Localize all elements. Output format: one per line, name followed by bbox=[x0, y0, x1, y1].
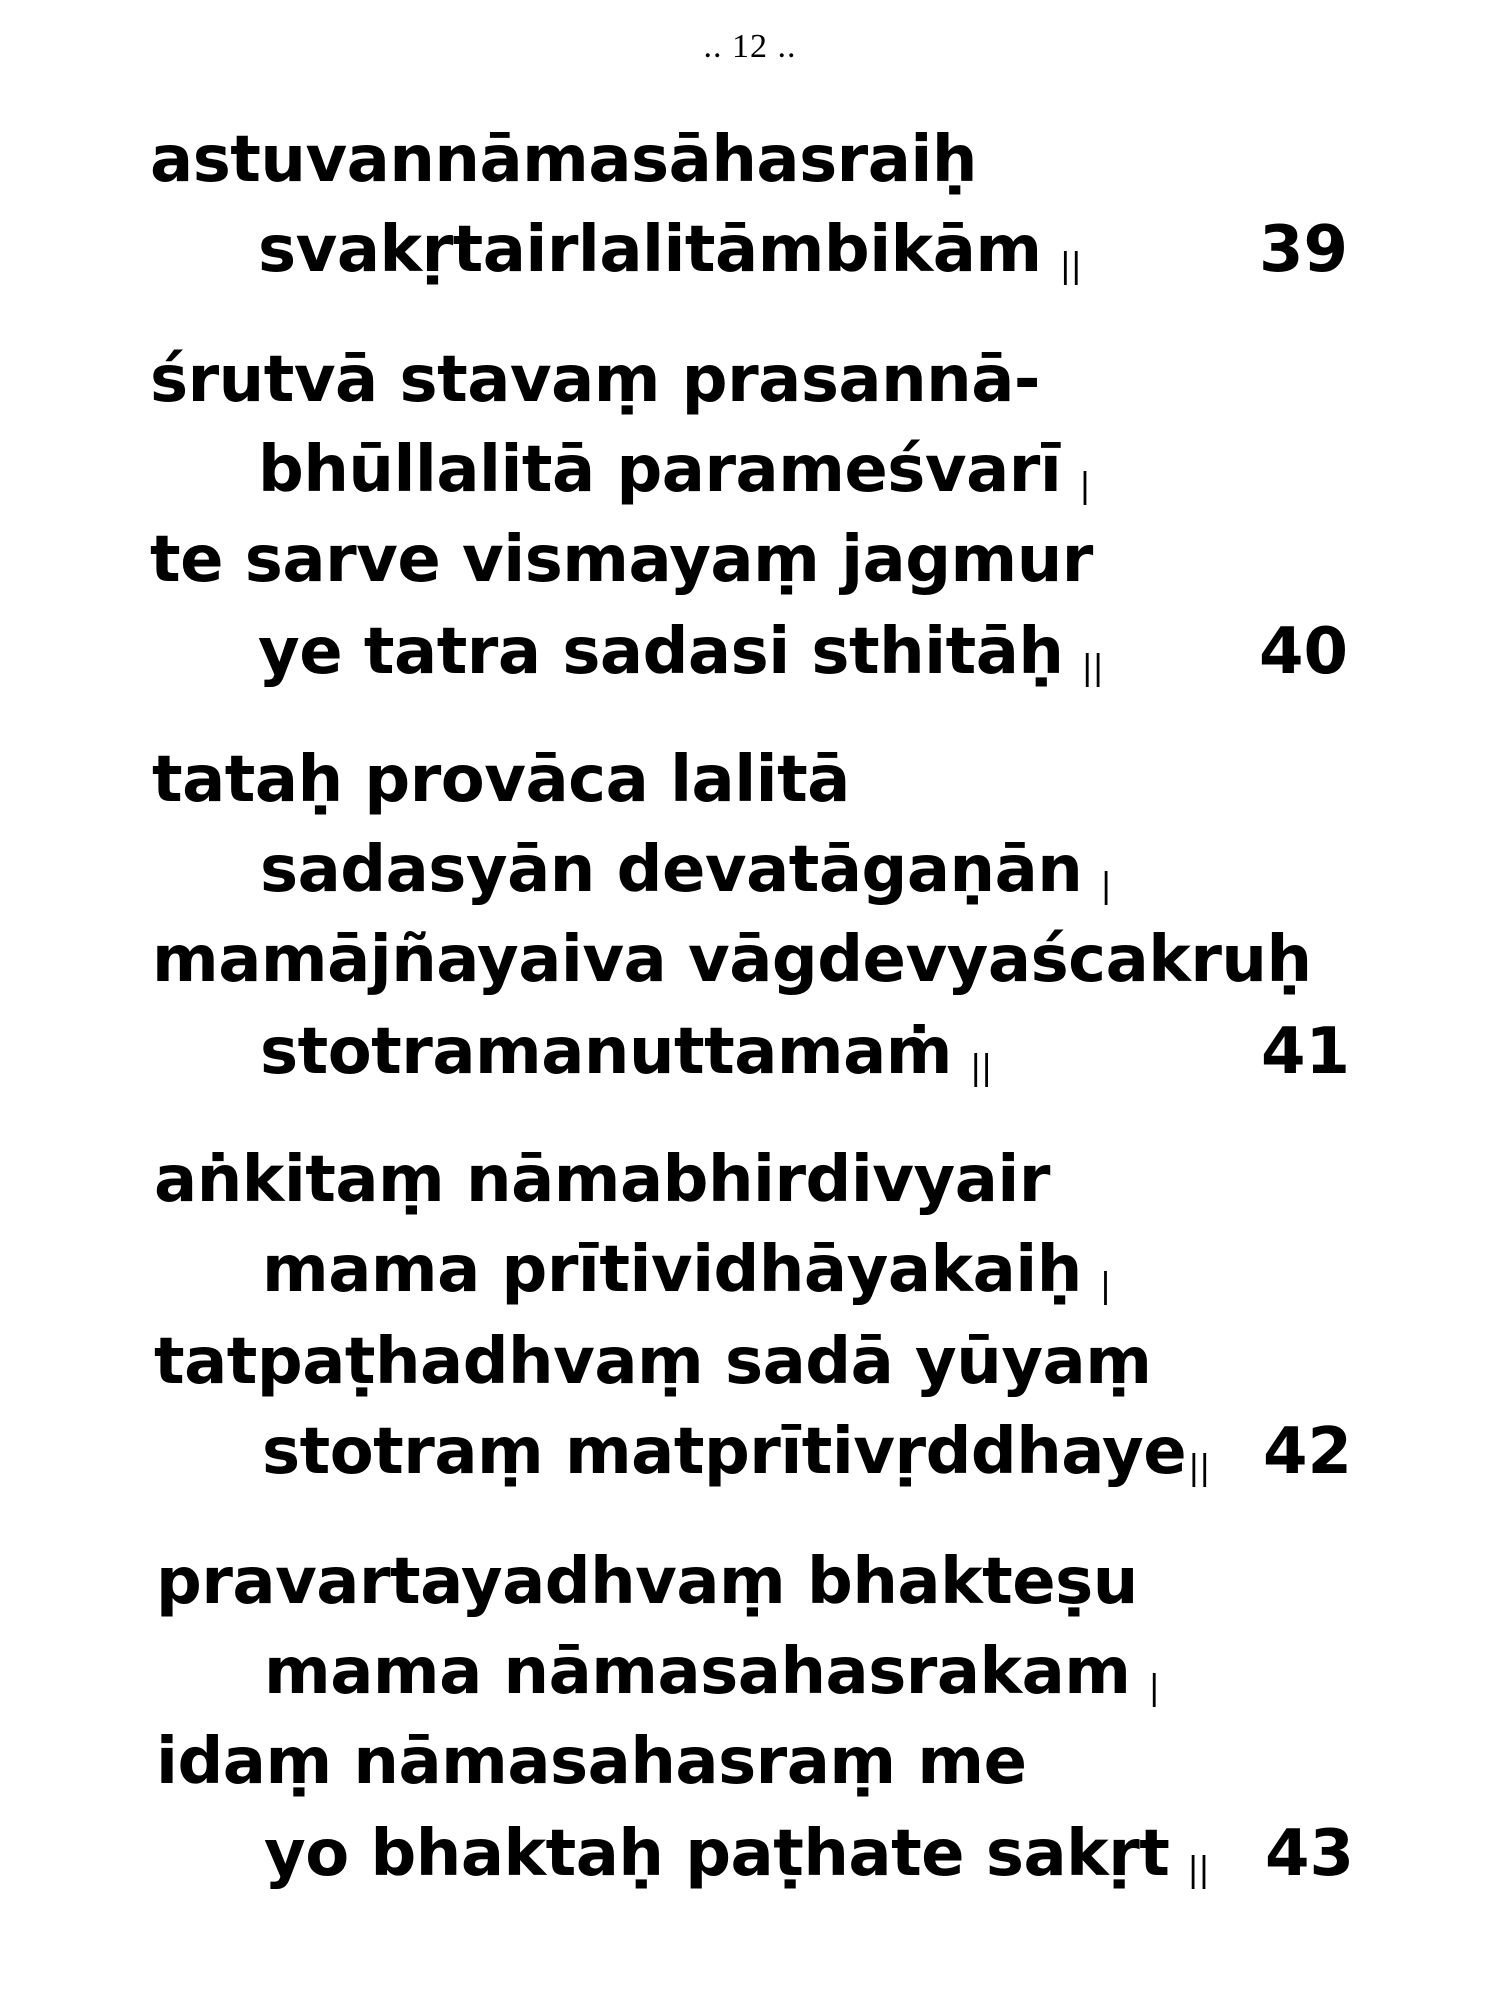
verse-line bbox=[258, 615, 1104, 689]
verse-line bbox=[260, 1015, 992, 1089]
verse-text: stotraṃ matprītivṛddhaye bbox=[262, 1415, 1187, 1489]
verse-line bbox=[260, 833, 1112, 907]
verse-line bbox=[152, 743, 850, 817]
verse-number: 43 bbox=[1264, 1817, 1354, 1891]
verse-text: bhūllalitā parameśvarī bbox=[258, 433, 1062, 507]
verse-text: astuvannāmasāhasraiḥ bbox=[150, 123, 977, 197]
double-danda-mark: || bbox=[1081, 648, 1104, 688]
verse-line bbox=[154, 1325, 1152, 1399]
verse-text: mama nāmasahasrakam bbox=[264, 1635, 1131, 1709]
verse-text: mamājñayaiva vāgdevyaścakruḥ bbox=[152, 923, 1312, 997]
double-danda-mark: || bbox=[1059, 246, 1082, 286]
verse-text: pravartayadhvaṃ bhakteṣu bbox=[156, 1545, 1138, 1619]
verse-line bbox=[154, 1143, 1050, 1217]
verse-text: idaṃ nāmasahasraṃ me bbox=[156, 1725, 1027, 1799]
verse-text: tatpaṭhadhvaṃ sadā yūyaṃ bbox=[154, 1325, 1152, 1399]
verse-line bbox=[258, 433, 1091, 507]
double-danda-mark: || bbox=[969, 1048, 992, 1088]
verse-line bbox=[156, 1725, 1027, 1799]
danda-mark: | bbox=[1148, 1668, 1160, 1708]
verse-line bbox=[150, 123, 977, 197]
verse-line bbox=[150, 523, 1093, 597]
verse-line bbox=[258, 213, 1082, 287]
verse-text: sadasyān devatāgaṇān bbox=[260, 833, 1083, 907]
verse-line bbox=[262, 1233, 1111, 1307]
verse-number: 39 bbox=[1258, 213, 1348, 287]
verse-text: śrutvā stavaṃ prasannā- bbox=[150, 343, 1040, 417]
danda-mark: | bbox=[1099, 1266, 1111, 1306]
danda-mark: | bbox=[1100, 866, 1112, 906]
page-number: .. 12 .. bbox=[703, 28, 797, 65]
verse-line bbox=[264, 1817, 1210, 1891]
verse-number: 41 bbox=[1260, 1015, 1350, 1089]
verse-text: svakṛtairlalitāmbikām bbox=[258, 213, 1042, 287]
verse-text: stotramanuttamaṁ bbox=[260, 1015, 952, 1089]
verse-text: tataḥ provāca lalitā bbox=[152, 743, 850, 817]
verse-text: yo bhaktaḥ paṭhate sakṛt bbox=[264, 1817, 1170, 1891]
verse-line bbox=[152, 923, 1312, 997]
verse-text: mama prītividhāyakaiḥ bbox=[262, 1233, 1082, 1307]
verse-number: 40 bbox=[1258, 615, 1348, 689]
verse-line bbox=[262, 1415, 1211, 1489]
verse-line bbox=[264, 1635, 1160, 1709]
double-danda-mark: || bbox=[1188, 1448, 1211, 1488]
verse-text: aṅkitaṃ nāmabhirdivyair bbox=[154, 1143, 1050, 1217]
verse-number: 42 bbox=[1262, 1415, 1352, 1489]
verse-line bbox=[156, 1545, 1138, 1619]
danda-mark: | bbox=[1079, 466, 1091, 506]
verse-text: te sarve vismayaṃ jagmur bbox=[150, 523, 1093, 597]
verse-line bbox=[150, 343, 1040, 417]
double-danda-mark: || bbox=[1187, 1850, 1210, 1890]
verse-text: ye tatra sadasi sthitāḥ bbox=[258, 615, 1064, 689]
